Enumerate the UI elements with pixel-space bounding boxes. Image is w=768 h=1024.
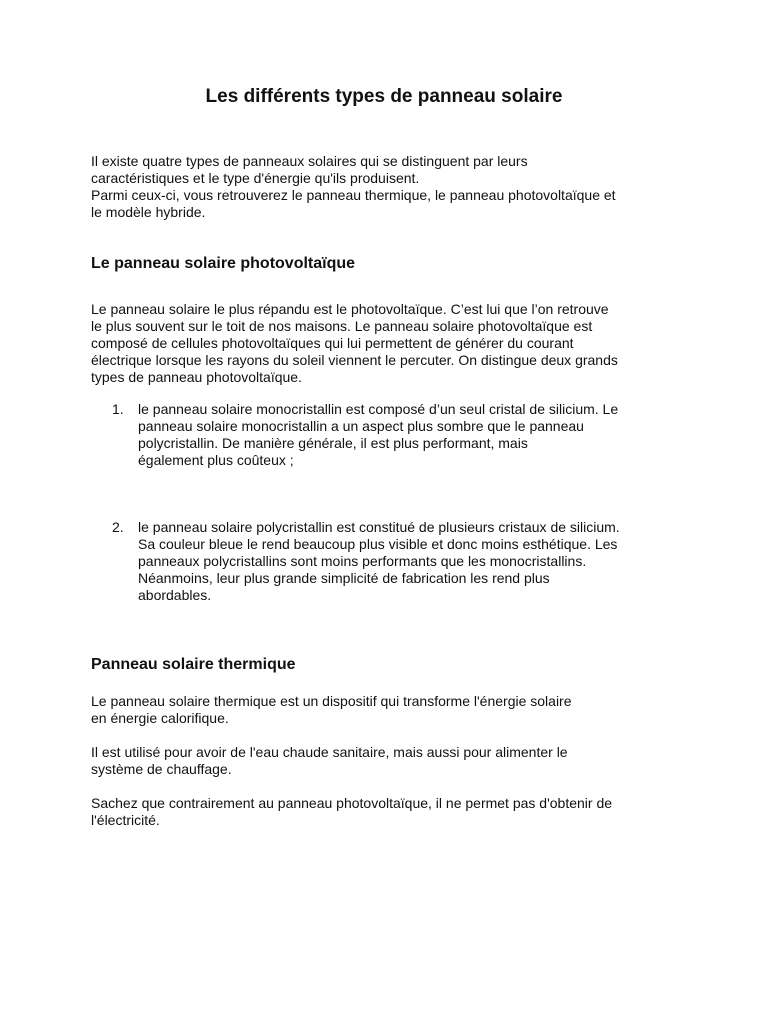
text-line: également plus coûteux ; — [138, 452, 294, 468]
text-line: Il est utilisé pour avoir de l'eau chaude sanitaire, mais aussi pour alimenter le — [91, 744, 568, 760]
text-line: Parmi ceux-ci, vous retrouverez le panneau thermique, le panneau photovoltaïque et — [91, 187, 616, 203]
section-heading-photovoltaic: Le panneau solaire photovoltaïque — [91, 255, 356, 272]
photovoltaic-paragraph — [91, 301, 691, 386]
list-number: 1. — [112, 401, 124, 417]
list-item-text — [138, 401, 618, 469]
text-line: Le panneau solaire le plus répandu est le photovoltaïque. C’est lui que l’on retrouve — [91, 301, 609, 317]
text-line: le panneau solaire monocristallin est composé d’un seul cristal de silicium. Le — [138, 401, 619, 417]
text-line: système de chauffage. — [91, 761, 232, 777]
text-line: électrique lorsque les rayons du soleil viennent le percuter. On distingue deux grands — [91, 352, 618, 368]
text-line: panneau solaire monocristallin a un aspect plus sombre que le panneau — [138, 418, 584, 434]
list-item-text — [138, 519, 620, 604]
text-line: Le panneau solaire thermique est un dispositif qui transforme l'énergie solaire — [91, 693, 572, 709]
text-line: caractéristiques et le type d'énergie qu'ils produisent. — [91, 170, 420, 186]
text-line: panneaux polycristallins sont moins performants que les monocristallins. — [138, 553, 587, 569]
text-line: composé de cellules photovoltaïques qui lui permettent de générer du courant — [91, 335, 574, 351]
thermal-paragraph-2 — [91, 744, 691, 778]
text-line: Il existe quatre types de panneaux solaires qui se distinguent par leurs — [91, 153, 528, 169]
text-line: types de panneau photovoltaïque. — [91, 369, 302, 385]
text-line: le panneau solaire polycristallin est constitué de plusieurs cristaux de silicium. — [138, 519, 620, 535]
text-line: Sa couleur bleue le rend beaucoup plus visible et donc moins esthétique. Les — [138, 536, 618, 552]
section-heading-thermal: Panneau solaire thermique — [91, 656, 296, 673]
intro-paragraph — [91, 153, 691, 221]
text-line: polycristallin. De manière générale, il est plus performant, mais — [138, 435, 528, 451]
text-line: Néanmoins, leur plus grande simplicité de fabrication les rend plus — [138, 570, 550, 586]
thermal-paragraph-1 — [91, 693, 691, 727]
text-line: l'électricité. — [91, 812, 160, 828]
text-line: abordables. — [138, 587, 212, 603]
text-line: le modèle hybride. — [91, 204, 206, 220]
page-title: Les différents types de panneau solaire — [205, 86, 563, 107]
text-line: Sachez que contrairement au panneau photovoltaïque, il ne permet pas d'obtenir de — [91, 795, 613, 811]
text-line: en énergie calorifique. — [91, 710, 229, 726]
list-number: 2. — [112, 519, 124, 535]
text-line: le plus souvent sur le toit de nos maisons. Le panneau solaire photovoltaïque est — [91, 318, 593, 334]
thermal-paragraph-3 — [91, 795, 691, 829]
